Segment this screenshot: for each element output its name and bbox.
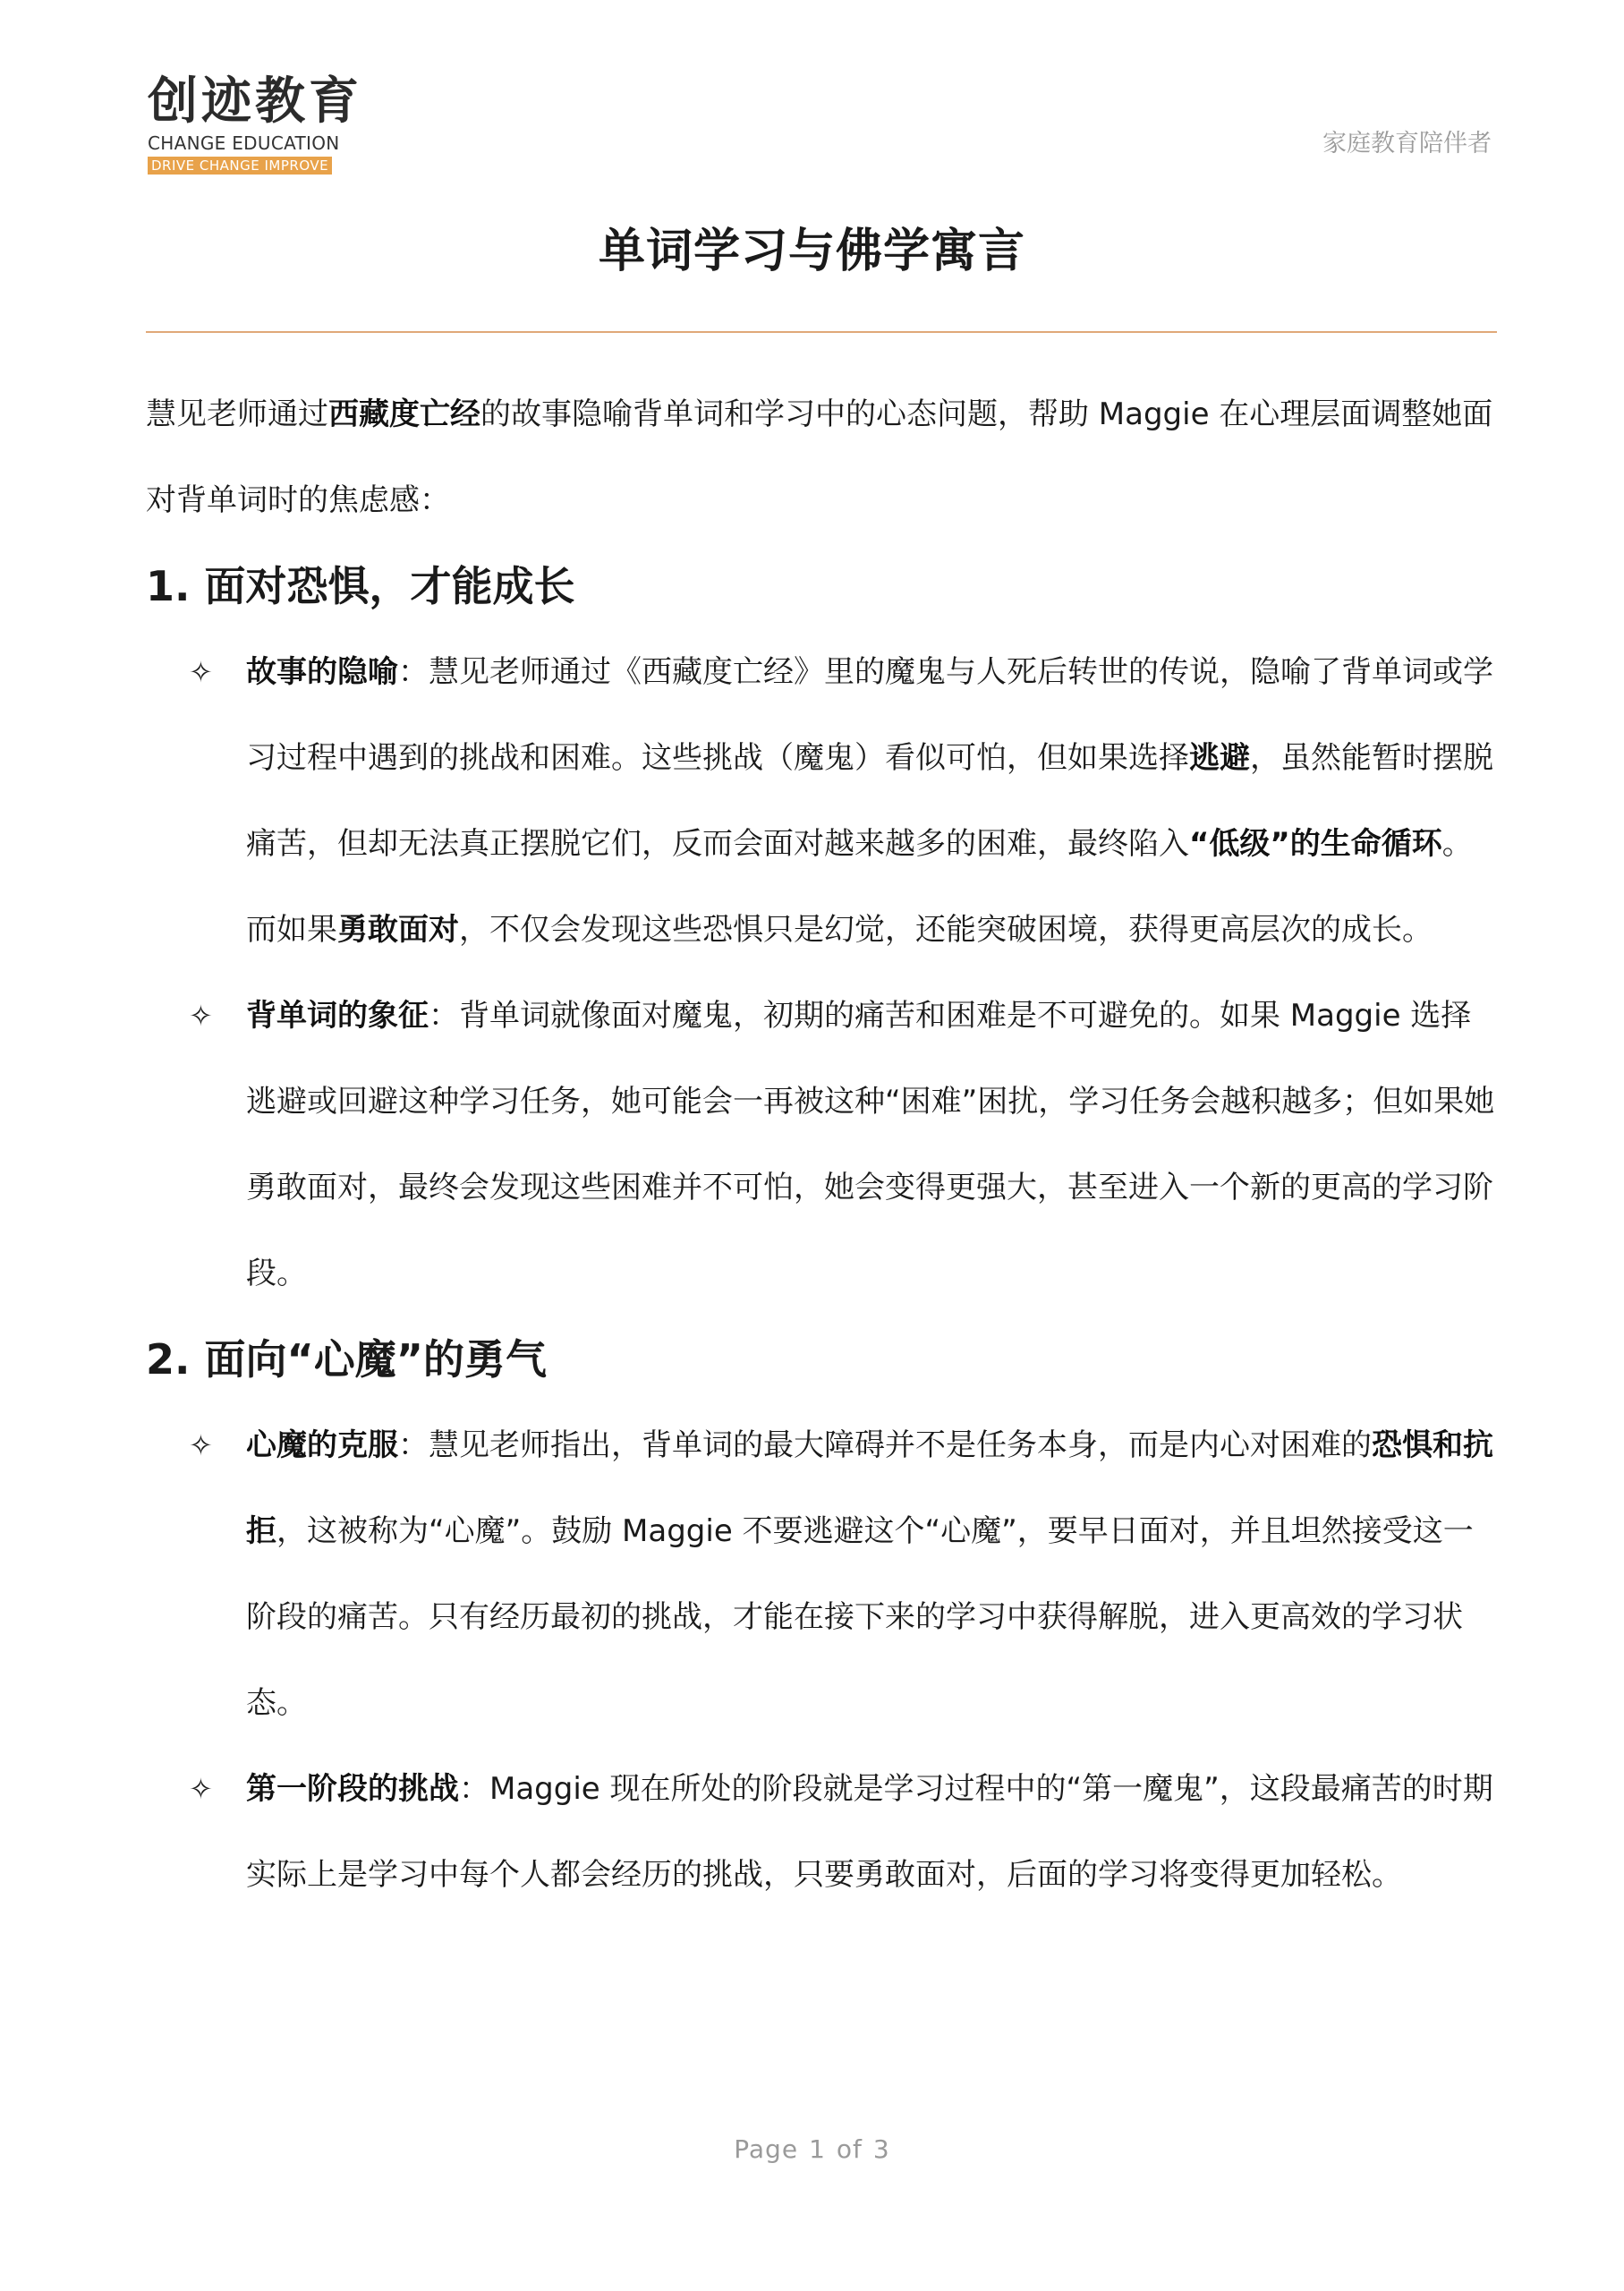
intro-text-2: 的故事隐喻背单词和学习中的心态问题，帮助 Maggie 在心理层面调整她面对背单词时的焦虑感： [146, 396, 1493, 518]
bullet-text: ：Maggie 现在所处的阶段就是学习过程中的“第一魔鬼”，这段最痛苦的时期实际上是学习中每个人都会经历的挑战，只要勇敢面对，后面的学习将变得更加轻松。 [246, 1771, 1493, 1893]
footer-page-number: 1 [809, 2134, 826, 2164]
bullet-item [146, 973, 1497, 1316]
bullet-item [146, 629, 1497, 973]
intro-text-1: 慧见老师通过 [146, 396, 328, 432]
title-divider [146, 331, 1497, 333]
bullet-bold: “低级”的生命循环 [1189, 826, 1442, 862]
four-point-star-icon: ✧ [189, 999, 213, 1033]
intro-bold-1: 西藏度亡经 [328, 396, 480, 432]
header-slogan: 家庭教育陪伴者 [1322, 130, 1492, 158]
bullet-text: 。而如果 [246, 826, 1473, 948]
bullet-bold: 逃避 [1189, 740, 1250, 776]
bullet-text: ：慧见老师指出，背单词的最大障碍并不是任务本身，而是内心对困难的 [398, 1427, 1372, 1463]
four-point-star-icon: ✧ [189, 1428, 213, 1462]
bullet-term: 背单词的象征 [246, 998, 429, 1034]
company-logo [148, 72, 362, 175]
page-footer [0, 2134, 1624, 2164]
bullet-term: 第一阶段的挑战 [246, 1771, 459, 1807]
bullet-term: 心魔的克服 [246, 1427, 398, 1463]
page-title: 单词学习与佛学寓言 [598, 225, 1025, 278]
four-point-star-icon: ✧ [189, 1772, 213, 1806]
four-point-star-icon: ✧ [189, 655, 213, 689]
bullet-text: ，虽然能暂时摆脱痛苦，但却无法真正摆脱它们，反而会面对越来越多的困难，最终陷入 [246, 740, 1493, 862]
section-heading-1: 1. 面对恐惧，才能成长 [146, 562, 575, 610]
footer-page-word: Page [734, 2134, 799, 2164]
logo-tagline: DRIVE CHANGE IMPROVE [148, 157, 332, 175]
bullet-term: 故事的隐喻 [246, 654, 398, 690]
document-body [146, 371, 1497, 1918]
bullet-text: ：背单词就像面对魔鬼，初期的痛苦和困难是不可避免的。如果 Maggie 选择逃避或回避这种学习任务，她可能会一再被这种“困难”困扰，学习任务会越积越多；但如果她勇敢面对，最终会发现这些困难并不可怕，她会变得更强大，甚至进入一个新的更高的学习阶段。 [246, 998, 1495, 1291]
bullet-bold: 恐惧和抗拒 [246, 1427, 1493, 1549]
footer-of-word: of [836, 2134, 863, 2164]
bullet-item [146, 1402, 1497, 1746]
bullet-item [146, 1746, 1497, 1918]
section-heading-2: 2. 面向“心魔”的勇气 [146, 1335, 547, 1384]
logo-english-name: CHANGE EDUCATION [148, 132, 340, 154]
bullet-text: ，不仅会发现这些恐惧只是幻觉，还能突破困境，获得更高层次的成长。 [459, 912, 1433, 948]
bullet-bold: 勇敢面对 [337, 912, 459, 948]
bullet-text: ：慧见老师通过《西藏度亡经》里的魔鬼与人死后转世的传说，隐喻了背单词或学习过程中遇到的挑战和困难。这些挑战（魔鬼）看似可怕，但如果选择 [246, 654, 1493, 776]
bullet-text: ，这被称为“心魔”。鼓励 Maggie 不要逃避这个“心魔”，要早日面对，并且坦然接受这一阶段的痛苦。只有经历最初的挑战，才能在接下来的学习中获得解脱，进入更高效的学习状态。 [246, 1513, 1474, 1721]
intro-paragraph [146, 371, 1497, 543]
footer-page-total: 3 [872, 2134, 890, 2164]
logo-chinese-name: 创迹教育 [148, 72, 362, 131]
